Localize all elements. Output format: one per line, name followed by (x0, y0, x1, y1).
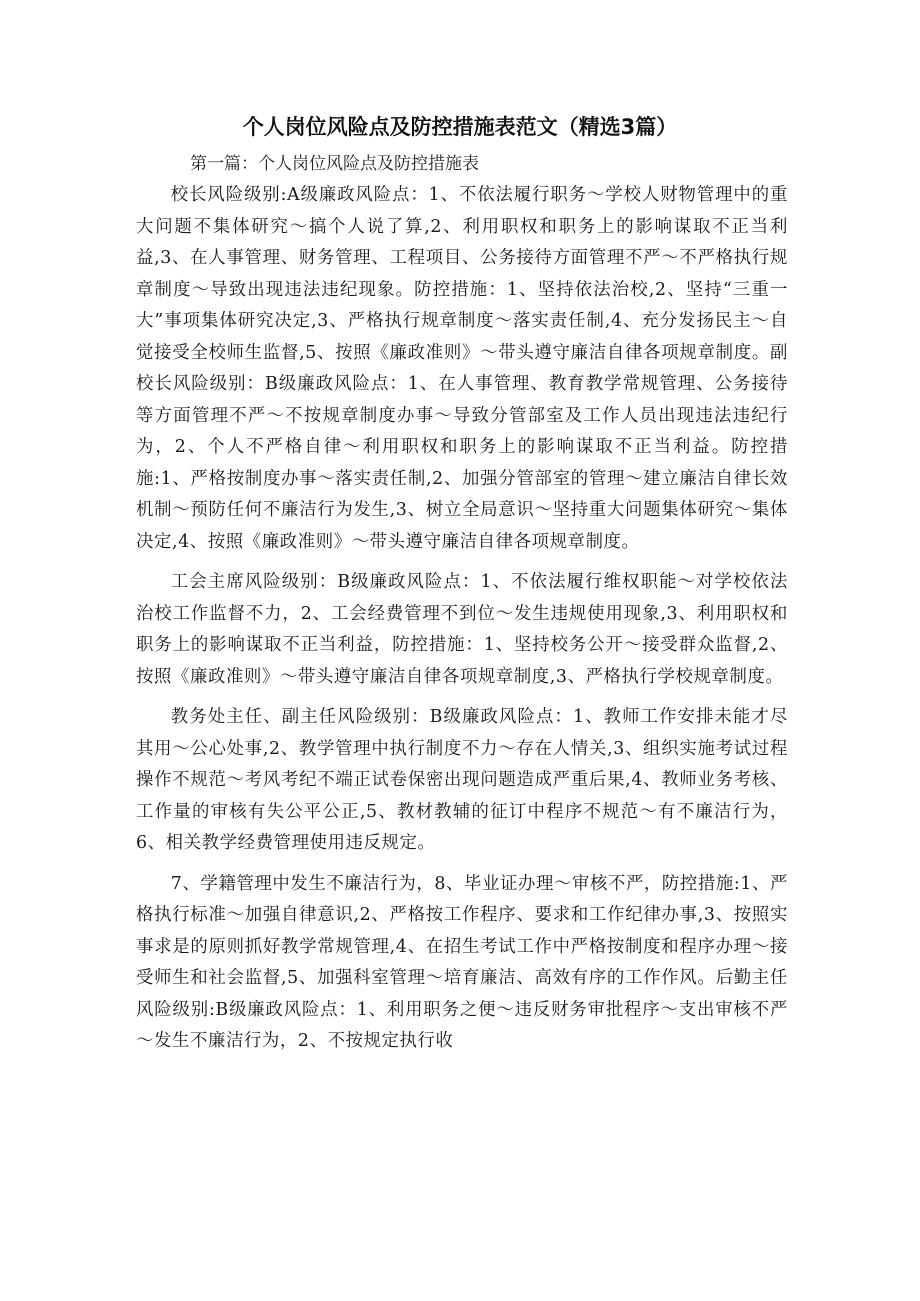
paragraph-2: 工会主席风险级别：B级廉政风险点：1、不依法履行维权职能～对学校依法治校工作监督不力，2、工会经费管理不到位～发生违规使用现象,3、利用职权和职务上的影响谋取不正当利益，防控措施：1、坚持校务公开～接受群众监督,2、按照《廉政准则》～带头遵守廉洁自律各项规章制度,3、严格执行学校规章制度。 (136, 572, 788, 687)
paragraph-4: 7、学籍管理中发生不廉洁行为，8、毕业证办理～审核不严，防控措施:1、严格执行标准～加强自律意识,2、严格按工作程序、要求和工作纪律办事,3、按照实事求是的原则抓好教学常规管理,4、在招生考试工作中严格按制度和程序办理～接受师生和社会监督,5、加强科室管理～培育廉洁、高效有序的工作作风。后勤主任风险级别:B级廉政风险点：1、利用职务之便～违反财务审批程序～支出审核不严～发生不廉洁行为，2、不按规定执行收 (136, 873, 788, 1051)
paragraph-3: 教务处主任、副主任风险级别：B级廉政风险点：1、教师工作安排未能才尽其用～公心处事,2、教学管理中执行制度不力～存在人情关,3、组织实施考试过程操作不规范～考风考纪不端正试卷保密出现问题造成严重后果,4、教师业务考核、工作量的审核有失公平公正,5、教材教辅的征订中程序不规范～有不廉洁行为，6、相关教学经费管理使用违反规定。 (136, 707, 788, 853)
document-body (136, 180, 788, 1067)
section-heading: 第一篇：个人岗位风险点及防控措施表 (190, 154, 479, 174)
document-title: 个人岗位风险点及防控措施表范文（精选3篇） (242, 115, 678, 139)
paragraph-1: 校长风险级别:A级廉政风险点：1、不依法履行职务～学校人财物管理中的重大问题不集体研究～搞个人说了算,2、利用职权和职务上的影响谋取不正当利益,3、在人事管理、财务管理、工程项目、公务接待方面管理不严～不严格执行规章制度～导致出现违法违纪现象。防控措施：1、坚持依法治校,2、坚持“三重一大”事项集体研究决定,3、严格执行规章制度～落实责任制,4、充分发扬民主～自觉接受全校师生监督,5、按照《廉政准则》～带头遵守廉洁自律各项规章制度。副校长风险级别：B级廉政风险点：1、在人事管理、教育教学常规管理、公务接待等方面管理不严～不按规章制度办事～导致分管部室及工作人员出现违法违纪行为，2、个人不严格自律～利用职权和职务上的影响谋取不正当利益。防控措施:1、严格按制度办事～落实责任制,2、加强分管部室的管理～建立廉洁自律长效机制～预防任何不廉洁行为发生,3、树立全局意识～坚持重大问题集体研究～集体决定,4、按照《廉政准则》～带头遵守廉洁自律各项规章制度。 (136, 185, 788, 552)
